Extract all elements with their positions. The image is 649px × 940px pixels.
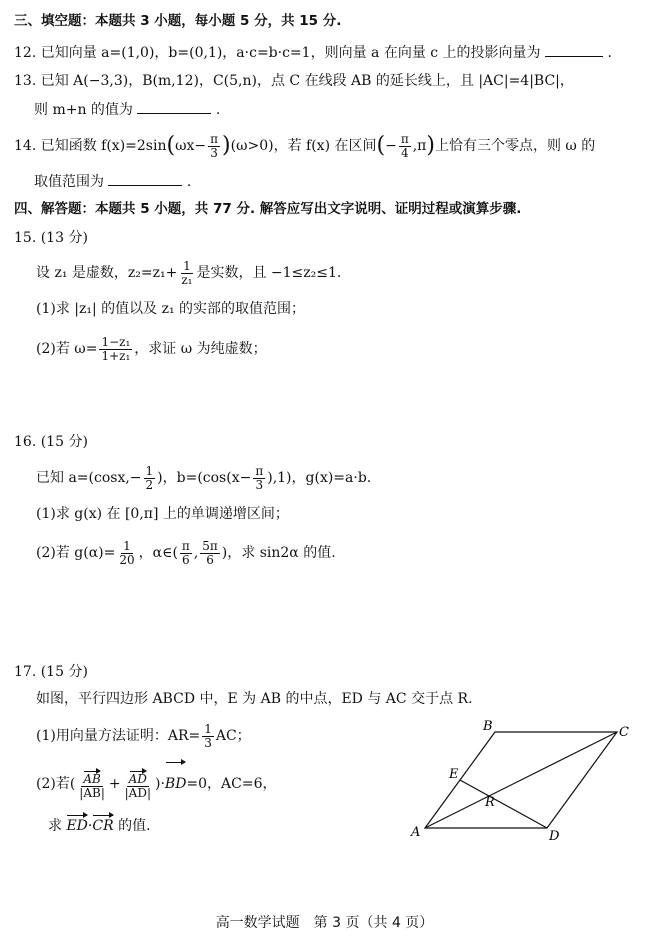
q14-answer-blank[interactable] <box>108 171 182 186</box>
label-c: C <box>619 725 629 740</box>
label-d: D <box>549 829 560 844</box>
q16-frac-half: $\frac{1}{2}$ <box>145 463 154 492</box>
q12-answer-blank[interactable] <box>545 42 603 57</box>
question-17-part2: (2)若( $\frac{AB}{|AB|}$ + $\frac{AD}{|AD|}$ )·BD=0，AC=6， <box>36 760 277 804</box>
q16-frac-pi-3: $\frac{\pi}{3}$ <box>255 463 264 492</box>
question-16-part2: (2)若 g(α)= $\frac{1}{20}$ ，α∈( $\frac{\pi}{6}$ , $\frac{5\pi}{6}$ )，求 sin2α 的值. <box>36 538 336 567</box>
label-b: B <box>483 720 493 734</box>
question-14-line2: 取值范围为 . <box>34 171 191 191</box>
q17-frac-ab: $\frac{AB}{|AB|}$ <box>77 769 107 800</box>
q17-vec-ed: ED <box>66 813 87 835</box>
q14-pre: 14. 已知函数 f(x)=2sin <box>14 138 167 154</box>
q16-frac-5pi-6: $\frac{5\pi}{6}$ <box>202 538 218 567</box>
q13-end: . <box>215 102 221 118</box>
q17-vec-cr: CR <box>92 813 113 835</box>
question-16-stem: 已知 a=(cosx,− $\frac{1}{2}$ )，b=(cos(x− $\frac{\pi}{3}$ ),1)，g(x)=a·b. <box>36 463 372 492</box>
label-r: R <box>485 795 495 810</box>
question-16-part1: (1)求 g(x) 在 [0,π] 上的单调递增区间； <box>36 506 289 522</box>
question-17-part1: (1)用向量方法证明：AR= $\frac{1}{3}$ AC； <box>36 721 251 750</box>
question-17-part2-line2: 求 ED·CR 的值. <box>48 813 151 835</box>
q14-mid: (ω>0)，若 f(x) 在区间 <box>230 138 377 154</box>
question-15-part2: (2)若 ω= $\frac{\text{1−z₁}}{\text{1+z₁}}$ ，求证 ω 为纯虚数； <box>36 334 267 363</box>
question-17-stem: 如图，平行四边形 ABCD 中，E 为 AB 的中点，ED 与 AC 交于点 R. <box>36 691 473 707</box>
q14-frac-pi-3: $\frac{\pi}{3}$ <box>210 131 219 160</box>
question-13: 13. 已知 A(−3,3)，B(m,12)，C(5,n)，点 C 在线段 AB 的延长线上，且 |AC|=4|BC|， <box>14 73 574 89</box>
parallelogram-figure <box>405 720 641 845</box>
q12-end: . <box>607 45 612 61</box>
question-15-stem: 设 z₁ 是虚数，z₂=z₁+ $\frac{1}{\text{z₁}}$ 是实数，且 −1≤z₂≤1. <box>36 258 342 287</box>
question-15-part1: (1)求 |z₁| 的值以及 z₁ 的实部的取值范围； <box>36 301 306 317</box>
label-a: A <box>411 825 421 840</box>
question-14: 14. 已知函数 f(x)=2sin(ωx− $\frac{\pi}{3}$ )(ω>0)，若 f(x) 在区间(− $\frac{\pi}{4}$ ,π)上恰有三个零点，则 ω 的 <box>14 131 596 160</box>
q13-text2: 则 m+n 的值为 <box>34 102 133 118</box>
q15-frac-1-z1: $\frac{1}{\text{z₁}}$ <box>181 258 193 287</box>
q17-vec-bd: BD <box>165 760 187 804</box>
q12-text: 12. 已知向量 a=(1,0)，b=(0,1)，a·c=b·c=1，则向量 a 在向量 c 上的投影向量为 <box>14 45 541 61</box>
q17-frac-ad: $\frac{AD}{|AD|}$ <box>123 769 153 800</box>
section-4-heading: 四、解答题：本题共 5 小题，共 77 分. 解答应写出文字说明、证明过程或演算步骤. <box>14 201 522 217</box>
q14-tail: 上恰有三个零点，则 ω 的 <box>434 138 596 154</box>
q15-frac-omega: $\frac{\text{1−z₁}}{\text{1+z₁}}$ <box>101 334 131 363</box>
q14-text2: 取值范围为 <box>34 174 104 190</box>
q16-frac-1-20: $\frac{1}{20}$ <box>119 538 135 567</box>
question-16-head: 16. (15 分) <box>14 434 88 450</box>
page-footer: 高一数学试题 第 3 页（共 4 页） <box>215 915 434 931</box>
section-3-heading: 三、填空题：本题共 3 小题，每小题 5 分，共 15 分. <box>14 13 342 29</box>
question-15-head: 15. (13 分) <box>14 230 88 246</box>
question-17-head: 17. (15 分) <box>14 664 88 680</box>
q13-answer-blank[interactable] <box>137 99 211 114</box>
q17-frac-1-3: $\frac{1}{3}$ <box>204 721 212 750</box>
question-13-line2 <box>34 99 220 119</box>
q14-inner: ωx− <box>175 138 207 154</box>
q16-frac-pi-6: $\frac{\pi}{6}$ <box>181 538 190 567</box>
q14-frac-pi-4: $\frac{\pi}{4}$ <box>400 131 409 160</box>
label-e: E <box>449 767 459 782</box>
question-12 <box>14 42 612 62</box>
